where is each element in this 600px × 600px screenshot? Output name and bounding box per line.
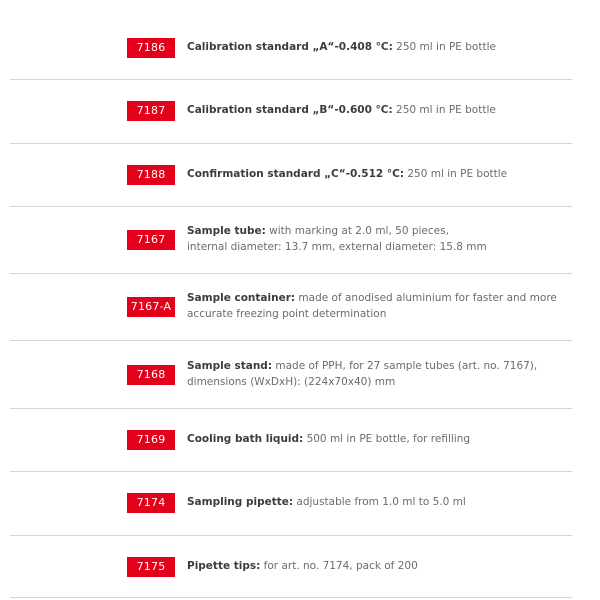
- article-number-badge: 7187: [127, 101, 175, 121]
- item-text: 250 ml in PE bottle: [392, 104, 496, 116]
- row-divider: [10, 408, 572, 409]
- article-number-badge: 7174: [127, 493, 175, 513]
- row-divider: [10, 471, 572, 472]
- item-text: 500 ml in PE bottle, for refilling: [303, 433, 471, 445]
- item-text: 250 ml in PE bottle: [392, 41, 496, 53]
- row-divider: [10, 273, 572, 274]
- item-title: Sampling pipette:: [187, 496, 294, 508]
- item-description: [187, 432, 557, 448]
- article-number-badge: 7186: [127, 38, 175, 58]
- row-divider: [10, 143, 572, 144]
- item-text-line-2: dimensions (WxDxH): (224x70x40) mm: [187, 375, 396, 388]
- item-description: [187, 103, 557, 119]
- article-number-badge: 7175: [127, 557, 175, 577]
- item-text: with marking at 2.0 ml, 50 pieces,: [265, 225, 449, 237]
- item-title: Cooling bath liquid:: [187, 433, 304, 445]
- row-divider: [10, 79, 572, 80]
- item-text-line-2: accurate freezing point determination: [187, 307, 387, 320]
- item-title: Confirmation standard „C“-0.512 °C:: [187, 168, 405, 180]
- row-divider: [10, 535, 572, 536]
- item-description: [187, 495, 557, 511]
- item-text: for art. no. 7174, pack of 200: [260, 560, 418, 572]
- item-title: Sample stand:: [187, 360, 273, 372]
- article-number-badge: 7167: [127, 230, 175, 250]
- item-description: [187, 224, 557, 255]
- item-text: made of PPH, for 27 sample tubes (art. no. 7167),: [272, 360, 538, 372]
- item-text: adjustable from 1.0 ml to 5.0 ml: [293, 496, 466, 508]
- article-number-badge: 7167-A: [127, 297, 175, 317]
- row-divider: [10, 340, 572, 341]
- article-number-badge: 7169: [127, 430, 175, 450]
- item-description: [187, 559, 557, 575]
- item-text: made of anodised aluminium for faster and more: [295, 292, 557, 304]
- item-description: [187, 291, 557, 322]
- row-divider: [10, 206, 572, 207]
- item-description: [187, 40, 557, 56]
- row-divider: [10, 597, 572, 598]
- item-title: Sample container:: [187, 292, 296, 304]
- item-text-line-2: internal diameter: 13.7 mm, external diameter: 15.8 mm: [187, 240, 487, 253]
- item-description: [187, 167, 557, 183]
- article-number-badge: 7168: [127, 365, 175, 385]
- item-title: Calibration standard „A“-0.408 °C:: [187, 41, 393, 53]
- item-description: [187, 359, 557, 390]
- item-title: Sample tube:: [187, 225, 266, 237]
- item-title: Pipette tips:: [187, 560, 261, 572]
- item-text: 250 ml in PE bottle: [404, 168, 508, 180]
- item-title: Calibration standard „B“-0.600 °C:: [187, 104, 393, 116]
- article-number-badge: 7188: [127, 165, 175, 185]
